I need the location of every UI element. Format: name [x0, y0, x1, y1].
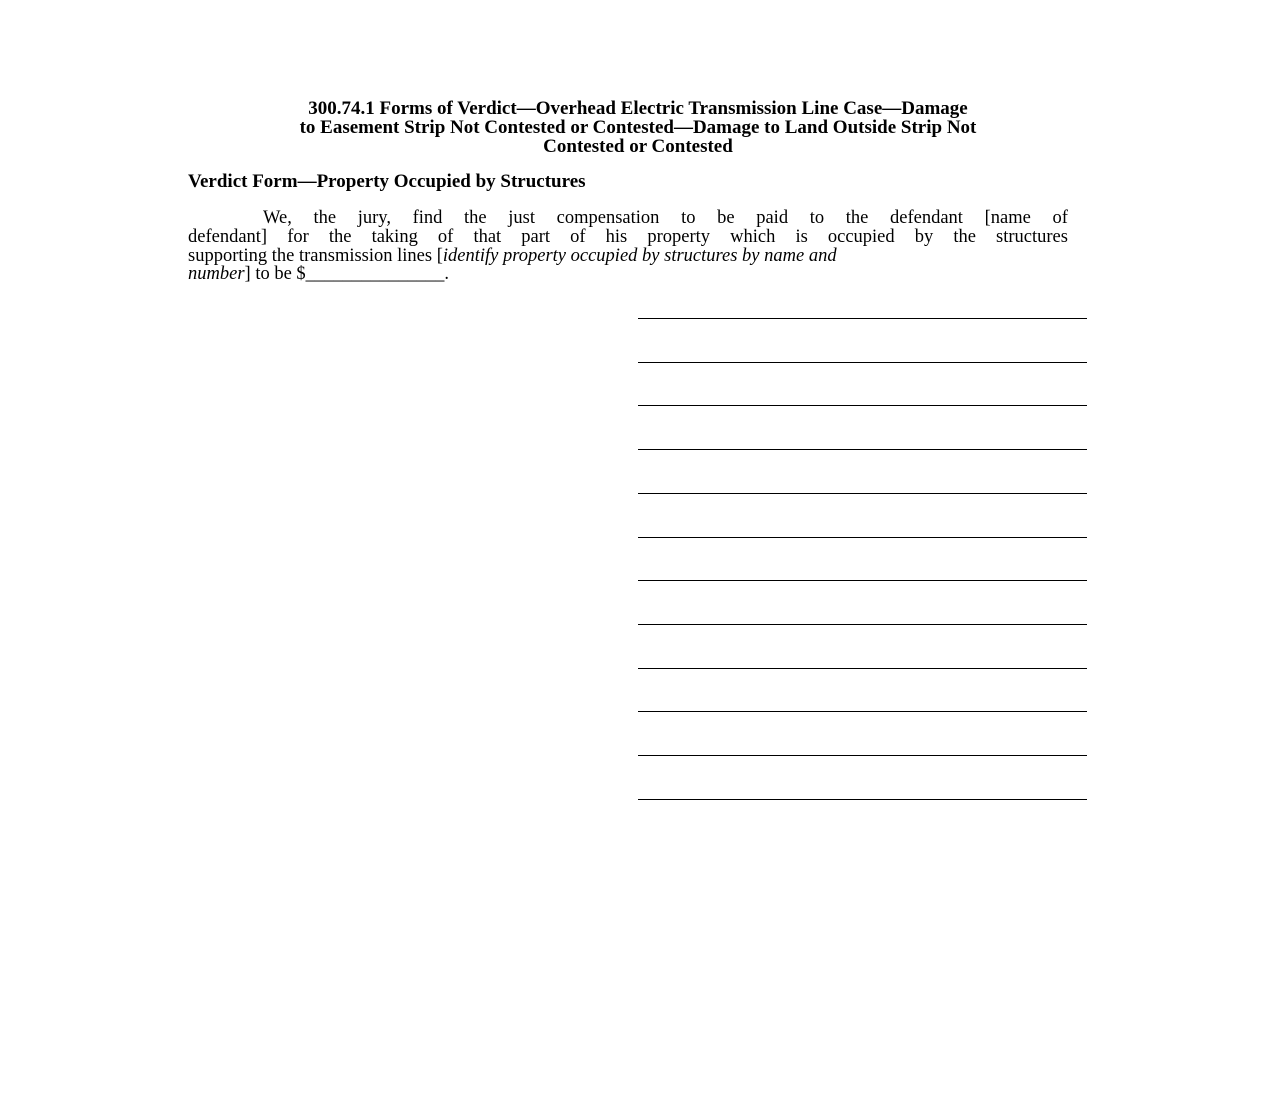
- paragraph-word: paid: [756, 208, 789, 228]
- paragraph-word: We,: [263, 208, 292, 228]
- paragraph-word: compensation: [556, 208, 660, 228]
- paragraph-word: defendant]: [188, 226, 268, 247]
- paragraph-word: to: [681, 208, 696, 228]
- juror-signature-line: [638, 493, 1087, 494]
- paragraph-word: for: [287, 226, 309, 247]
- juror-signature-line: [638, 537, 1087, 538]
- paragraph-word: the: [845, 208, 869, 228]
- paragraph-word: the: [953, 226, 976, 247]
- paragraph-word: by: [914, 226, 934, 247]
- paragraph-word: be: [717, 208, 735, 228]
- juror-signature-line: [638, 580, 1087, 581]
- paragraph-word: is: [795, 226, 808, 247]
- paragraph-word: property: [647, 226, 711, 247]
- juror-signature-line: [638, 405, 1087, 406]
- compensation-amount-blank: ] to be $_______________.: [244, 264, 450, 285]
- paragraph-line-3-text: supporting the transmission lines [: [188, 245, 443, 266]
- paragraph-word: of: [437, 226, 454, 247]
- property-instruction-end: number: [188, 264, 245, 285]
- paragraph-line-2: [188, 228, 1068, 247]
- paragraph-word: to: [809, 208, 825, 228]
- paragraph-word: defendant: [890, 208, 963, 228]
- paragraph-word: taking: [371, 226, 418, 247]
- paragraph-word: occupied: [827, 226, 895, 247]
- paragraph-word: jury,: [357, 208, 391, 228]
- paragraph-word: that: [473, 226, 502, 247]
- paragraph-line-3: [188, 247, 1068, 266]
- paragraph-word: which: [730, 226, 776, 247]
- juror-signature-line: [638, 449, 1087, 450]
- paragraph-word: [name: [984, 208, 1031, 228]
- juror-signature-line: [638, 362, 1087, 363]
- juror-signature-line: [638, 799, 1087, 800]
- title-line-2: to Easement Strip Not Contested or Contested—Damage to Land Outside Strip Not: [299, 117, 977, 138]
- paragraph-line-1: [188, 209, 1068, 228]
- juror-signature-line: [638, 318, 1087, 319]
- paragraph-word: the: [328, 226, 352, 247]
- paragraph-word: find: [412, 208, 443, 228]
- property-instruction: identify property occupied by structures by name and: [442, 245, 837, 266]
- paragraph-word: of: [1052, 208, 1068, 228]
- verdict-paragraph: [188, 209, 1068, 284]
- paragraph-word: part: [521, 226, 551, 247]
- paragraph-word: his: [605, 226, 628, 247]
- paragraph-word: of: [570, 226, 586, 247]
- paragraph-word: structures: [996, 226, 1068, 247]
- juror-signature-line: [638, 624, 1087, 625]
- paragraph-line-4: [188, 265, 1068, 284]
- title-line-1: 300.74.1 Forms of Verdict—Overhead Electric Transmission Line Case—Damage: [308, 98, 968, 119]
- juror-signature-line: [638, 755, 1087, 756]
- juror-signature-line: [638, 711, 1087, 712]
- paragraph-word: just: [508, 208, 536, 228]
- section-heading: Verdict Form—Property Occupied by Structures: [188, 171, 586, 192]
- paragraph-word: the: [313, 208, 337, 228]
- paragraph-word: the: [464, 208, 487, 228]
- document-title: [188, 99, 1088, 156]
- title-line-3: Contested or Contested: [543, 136, 733, 157]
- juror-signature-line: [638, 668, 1087, 669]
